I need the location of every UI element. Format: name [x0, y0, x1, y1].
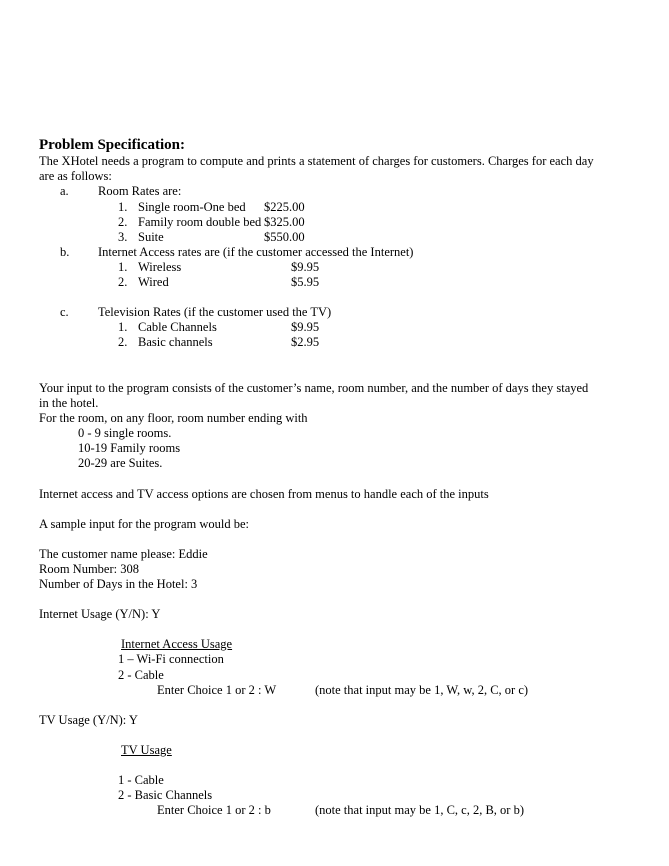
- list-item-number: 1.: [118, 320, 128, 334]
- tv-menu-option-2: 2 - Basic Channels: [118, 788, 213, 802]
- input-description-line-2: in the hotel.: [39, 396, 99, 410]
- room-price: $550.00: [264, 230, 305, 244]
- list-item-number: 1.: [118, 260, 128, 274]
- room-range-single: 0 - 9 single rooms.: [78, 426, 172, 440]
- input-description-line-1: Your input to the program consists of the customer’s name, room number, and the number of days they stayed: [39, 381, 589, 395]
- list-item-number: 2.: [118, 335, 128, 349]
- list-item-number: 2.: [118, 215, 128, 229]
- list-item-number: 1.: [118, 200, 128, 214]
- room-type-label: Single room-One bed: [138, 200, 246, 214]
- room-price: $325.00: [264, 215, 305, 229]
- internet-price: $5.95: [291, 275, 320, 289]
- sample-room-number: Room Number: 308: [39, 562, 139, 576]
- tv-type-label: Cable Channels: [138, 320, 217, 334]
- room-rates-title: Room Rates are:: [98, 184, 182, 198]
- tv-menu-option-1: 1 - Cable: [118, 773, 164, 787]
- internet-price: $9.95: [291, 260, 320, 274]
- tv-menu-title: TV Usage: [121, 743, 172, 757]
- sample-customer-name: The customer name please: Eddie: [39, 547, 208, 561]
- tv-usage-prompt: TV Usage (Y/N): Y: [39, 713, 138, 727]
- internet-usage-prompt: Internet Usage (Y/N): Y: [39, 607, 161, 621]
- room-range-family: 10-19 Family rooms: [78, 441, 181, 455]
- list-marker-b: b.: [60, 245, 70, 259]
- list-marker-c: c.: [60, 305, 69, 319]
- tv-type-label: Basic channels: [138, 335, 213, 349]
- room-type-label: Family room double bed: [138, 215, 262, 229]
- sample-intro: A sample input for the program would be:: [39, 517, 250, 531]
- tv-input-note: (note that input may be 1, C, c, 2, B, or b): [315, 803, 524, 817]
- list-item-number: 2.: [118, 275, 128, 289]
- tv-choice-prompt: Enter Choice 1 or 2 : b: [157, 803, 271, 817]
- room-type-label: Suite: [138, 230, 164, 244]
- internet-choice-prompt: Enter Choice 1 or 2 : W: [157, 683, 277, 697]
- menus-description: Internet access and TV access options are chosen from menus to handle each of the inputs: [39, 487, 489, 501]
- internet-type-label: Wired: [138, 275, 169, 289]
- page-title: Problem Specification:: [39, 137, 185, 153]
- sample-days: Number of Days in the Hotel: 3: [39, 577, 198, 591]
- internet-rates-title: Internet Access rates are (if the customer accessed the Internet): [98, 245, 414, 259]
- list-marker-a: a.: [60, 184, 69, 198]
- room-price: $225.00: [264, 200, 305, 214]
- room-number-rule: For the room, on any floor, room number ending with: [39, 411, 308, 425]
- list-item-number: 3.: [118, 230, 128, 244]
- internet-type-label: Wireless: [138, 260, 182, 274]
- intro-text-line-2: are as follows:: [39, 169, 112, 183]
- internet-menu-option-1: 1 – Wi-Fi connection: [118, 652, 224, 666]
- tv-price: $9.95: [291, 320, 320, 334]
- intro-text-line-1: The XHotel needs a program to compute and prints a statement of charges for customers. Charges for each day: [39, 154, 594, 168]
- internet-menu-title: Internet Access Usage: [121, 637, 233, 651]
- room-range-suite: 20-29 are Suites.: [78, 456, 163, 470]
- tv-price: $2.95: [291, 335, 320, 349]
- internet-menu-option-2: 2 - Cable: [118, 668, 164, 682]
- internet-input-note: (note that input may be 1, W, w, 2, C, or c): [315, 683, 529, 697]
- tv-rates-title: Television Rates (if the customer used the TV): [98, 305, 332, 319]
